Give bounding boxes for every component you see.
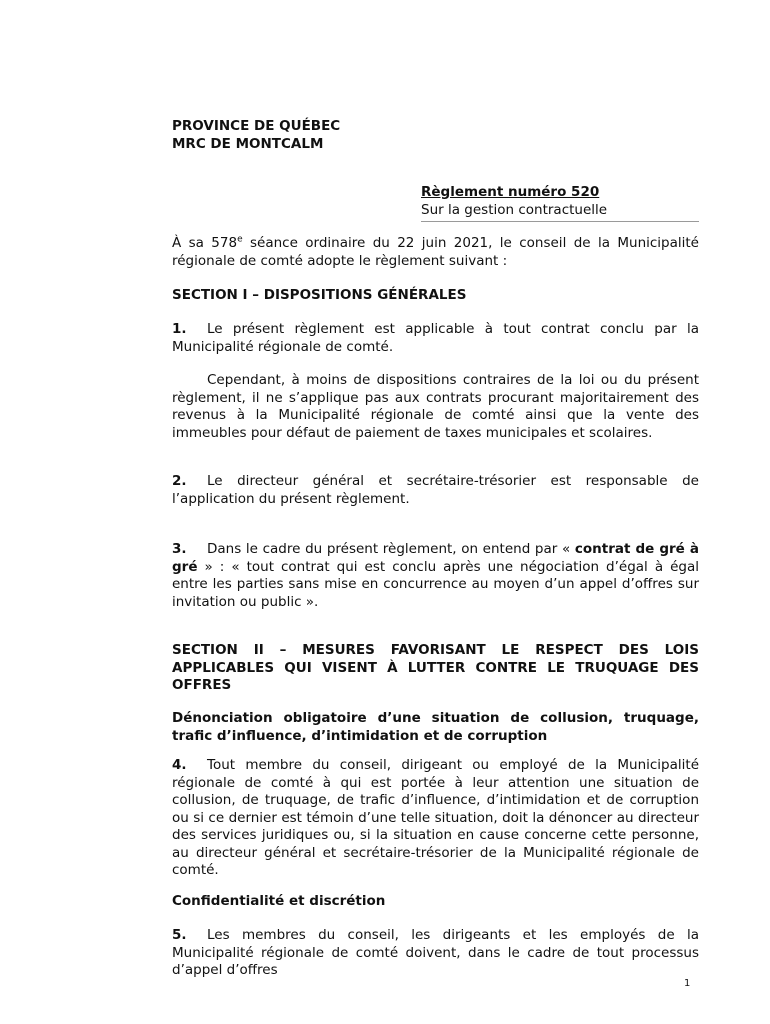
- article-1-number: 1.: [172, 321, 187, 337]
- article-2-text: Le directeur général et secrétaire-trésorier est responsable de l’application du présent règlement.: [172, 473, 699, 507]
- article-3-term: contrat de gré à gré: [172, 541, 699, 575]
- article-2: [172, 473, 699, 508]
- subheading-denonciation: Dénonciation obligatoire d’une situation de collusion, truquage, trafic d’influence, d’intimidation et de corruption: [172, 710, 699, 744]
- subheading-confidentialite: Confidentialité et discrétion: [172, 893, 386, 909]
- reglement-title: Règlement numéro 520: [421, 184, 600, 200]
- article-1: [172, 321, 699, 356]
- page-number: 1: [684, 978, 691, 989]
- reglement-box: [421, 184, 699, 222]
- intro-paragraph: [172, 235, 699, 270]
- article-5-text: Les membres du conseil, les dirigeants et les employés de la Municipalité régionale de comté doivent, dans le cadre de tout processus d’appel d’offres: [172, 927, 699, 978]
- article-2-number: 2.: [172, 473, 187, 489]
- article-3: [172, 541, 699, 611]
- mrc-label: MRC DE MONTCALM: [172, 135, 324, 152]
- section-1-title: SECTION I – DISPOSITIONS GÉNÉRALES: [172, 287, 467, 303]
- article-4-text: Tout membre du conseil, dirigeant ou employé de la Municipalité régionale de comté à qui est portée à leur attention une situation de collusion, de truquage, de trafic d’influence, d’intimidation et de corruption ou si ce dernier est témoin d’une telle situation, doit la dénoncer au directeur des services juridiques ou, si la situation en cause concerne cette personne, au directeur général et secrétaire-trésorier de la Municipalité régionale de comté.: [172, 757, 699, 878]
- article-4: [172, 757, 699, 880]
- article-3-number: 3.: [172, 541, 187, 557]
- intro-superscript: e: [237, 234, 243, 245]
- article-5: [172, 927, 699, 980]
- province-heading: [172, 118, 699, 153]
- article-3-text-post: » : « tout contrat qui est conclu après une négociation d’égal à égal entre les parties sans mise en concurrence au moyen d’un appel d’offres sur invitation ou public ».: [172, 558, 699, 610]
- article-3-text-pre: Dans le cadre du présent règlement, on entend par «: [207, 541, 575, 557]
- article-1-paragraph-2: Cependant, à moins de dispositions contraires de la loi ou du présent règlement, il ne s’applique pas aux contrats procurant majoritairement des revenus à la Municipalité régionale de comté ainsi que la vente des immeubles pour défaut de paiement de taxes municipales et scolaires.: [172, 372, 699, 441]
- article-5-number: 5.: [172, 927, 187, 943]
- section-2-title: SECTION II – MESURES FAVORISANT LE RESPECT DES LOIS APPLICABLES QUI VISENT À LUTTER CONTRE LE TRUQUAGE DES OFFRES: [172, 642, 699, 693]
- intro-rest: séance ordinaire du 22 juin 2021, le conseil de la Municipalité régionale de comté adopte le règlement suivant :: [172, 235, 699, 269]
- article-1-text: Le présent règlement est applicable à tout contrat conclu par la Municipalité régionale de comté.: [172, 321, 699, 355]
- reglement-subtitle: Sur la gestion contractuelle: [421, 201, 608, 218]
- article-4-number: 4.: [172, 757, 187, 773]
- province-label: PROVINCE DE QUÉBEC: [172, 118, 341, 134]
- intro-prefix: À sa 578: [172, 235, 238, 251]
